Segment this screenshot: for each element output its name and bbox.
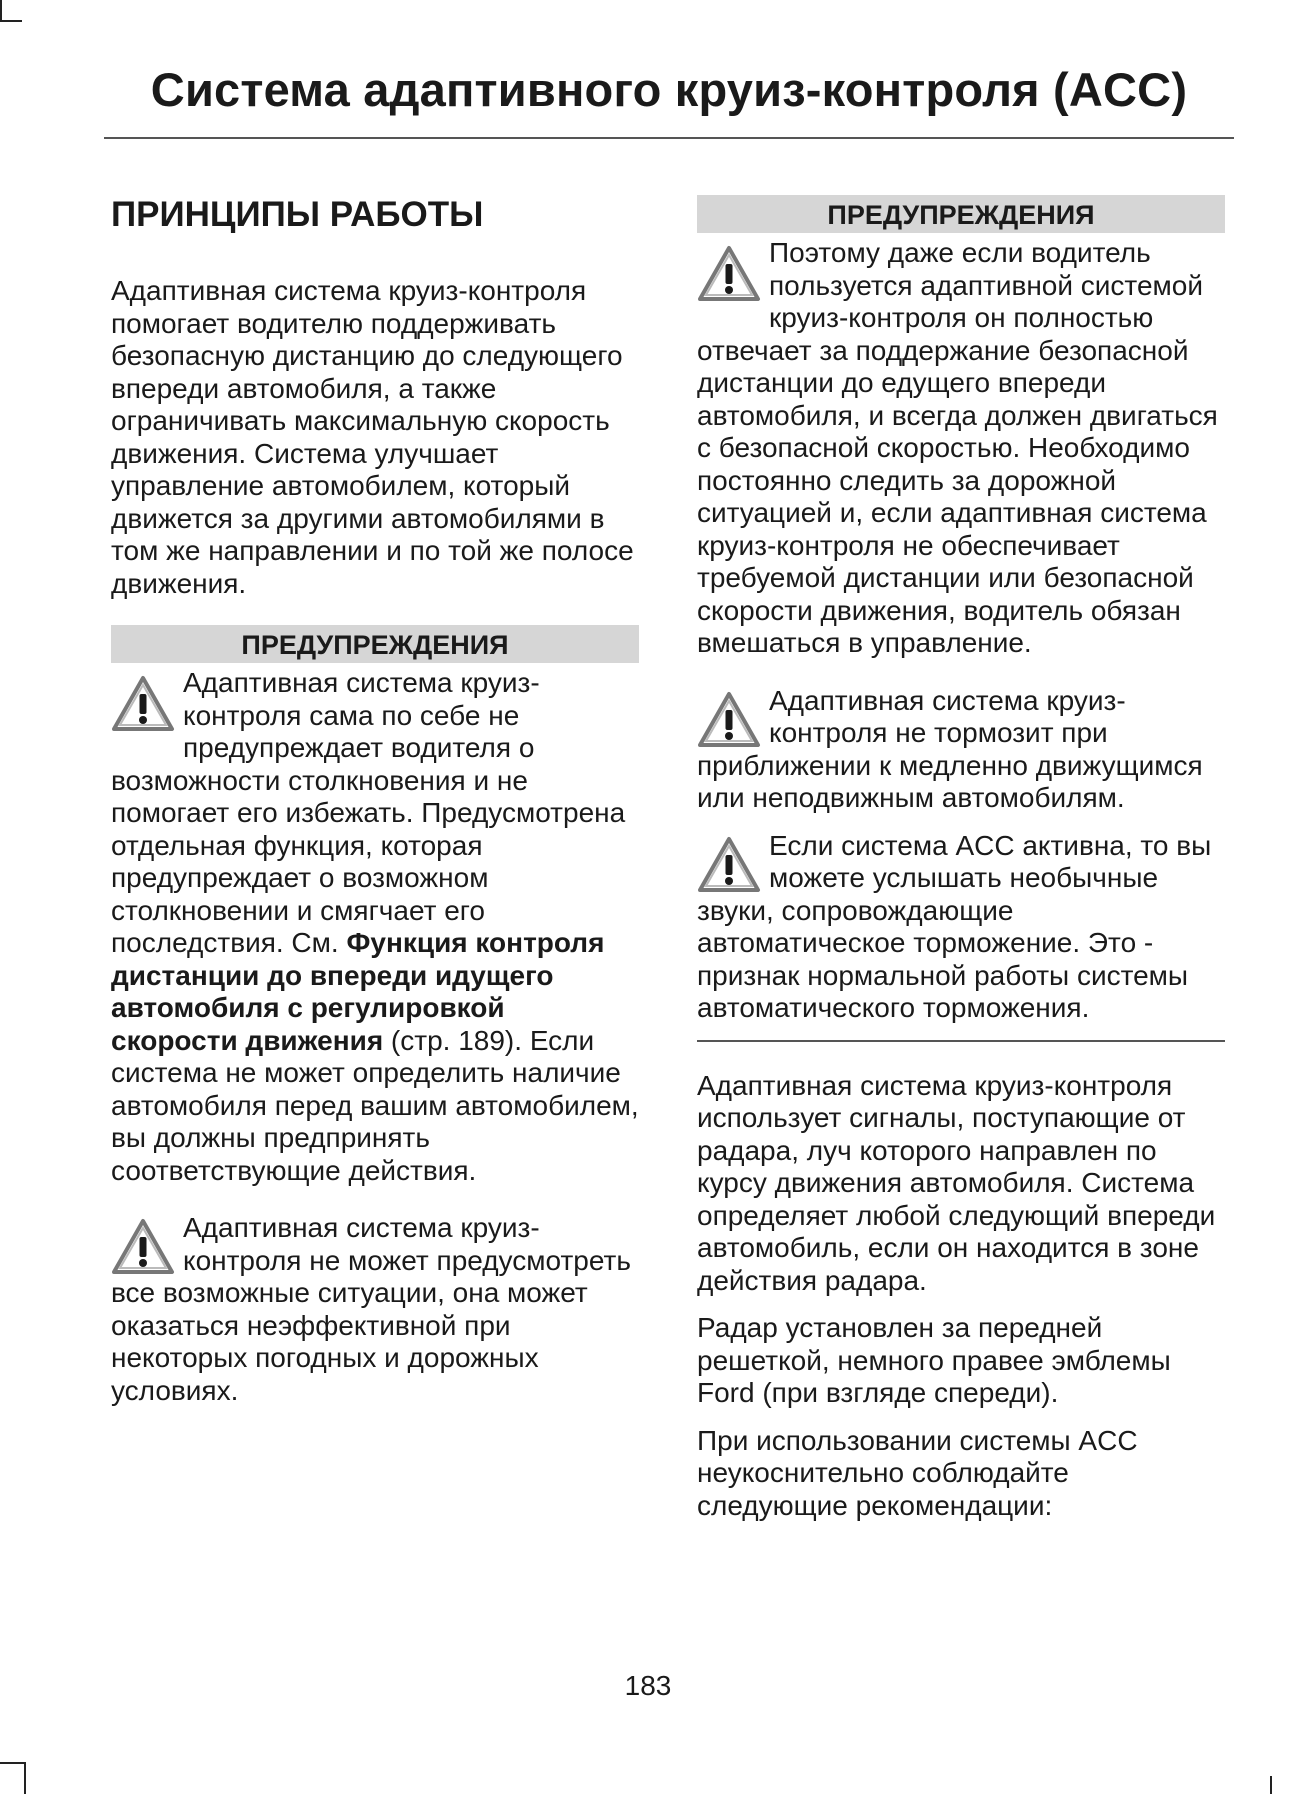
warning-text: Если система ACC активна, то вы можете услышать необычные звуки, сопровождающие автоматическое торможение. Это - признак нормальной работы системы автоматического торможения.: [697, 829, 1212, 1023]
left-column: [111, 195, 639, 1422]
warning-triangle-icon: [111, 1218, 175, 1276]
warning-block: [111, 1212, 639, 1407]
warning-triangle-icon: [111, 675, 175, 733]
crop-mark-bottom-left-vertical: [24, 1762, 26, 1794]
body-paragraph: Адаптивная система круиз-контроля использует сигналы, поступающие от радара, луч которого направлен по курсу движения автомобиля. Система определяет любой следующий впереди автомобиль, если он находится в зоне действия радара.: [697, 1069, 1216, 1296]
warning-text: Адаптивная система круиз-контроля не тормозит при приближении к медленно движущимся или неподвижным автомобилям.: [697, 684, 1203, 813]
warning-text: Адаптивная система круиз-контроля не может предусмотреть все возможные ситуации, она может оказаться неэффективной при некоторых погодных и дорожных условиях.: [111, 1212, 631, 1406]
cross-reference-link[interactable]: Функция контроля дистанции до впереди идущего автомобиля с регулировкой скорости движения: [111, 927, 605, 1056]
intro-paragraph: Адаптивная система круиз-контроля помогает водителю поддерживать безопасную дистанцию до следующего впереди автомобиля, а также ограничивать максимальную скорость движения. Система улучшает управление автомобилем, который движется за другими автомобилями в том же направлении и по той же полосе движения.: [111, 275, 634, 599]
title-divider: [104, 137, 1234, 139]
warning-block: [111, 667, 639, 1187]
body-paragraph: Радар установлен за передней решеткой, немного правее эмблемы Ford (при взгляде спереди).: [697, 1312, 1171, 1408]
page-title: Система адаптивного круиз-контроля (ACC): [150, 63, 1188, 116]
warnings-band: ПРЕДУПРЕЖДЕНИЯ: [697, 195, 1225, 233]
warning-block: [697, 830, 1225, 1025]
warning-text: Поэтому даже если водитель пользуется адаптивной системой круиз-контроля он полностью отвечает за поддержание безопасной дистанции до едущего впереди автомобиля, и всегда должен двигаться с безопасной скоростью. Необходимо постоянно следить за дорожной ситуацией и, если адаптивная система круиз-контроля не обеспечивает требуемой дистанции или безопасной скорости движения, водитель обязан вмешаться в управление.: [697, 237, 1218, 658]
warnings-end-divider: [697, 1040, 1225, 1042]
crop-mark-bottom-right: [1270, 1776, 1272, 1794]
warning-text-continued: (стр. 189). Если система не может определить наличие автомобиля перед вашим автомобилем, вы должны предпринять соответствующие действия.: [111, 1024, 639, 1186]
warning-triangle-icon: [697, 836, 761, 894]
warnings-band: ПРЕДУПРЕЖДЕНИЯ: [111, 625, 639, 663]
crop-mark-top-left-vertical: [0, 0, 2, 22]
crop-mark-top-left-horizontal: [0, 20, 22, 22]
crop-mark-bottom-left-horizontal: [0, 1762, 26, 1764]
warning-block: [697, 685, 1225, 815]
section-heading: ПРИНЦИПЫ РАБОТЫ: [111, 195, 484, 234]
right-column: [697, 195, 1225, 1537]
warning-triangle-icon: [697, 691, 761, 749]
warning-block: [697, 237, 1225, 660]
warning-text: Адаптивная система круиз-контроля сама по себе не предупреждает водителя о возможности столкновения и не помогает его избежать. Предусмотрена отдельная функция, которая предупреждает о возможном столкновении и смягчает его последствия. См.: [111, 667, 626, 958]
body-paragraph: При использовании системы ACC неукоснительно соблюдайте следующие рекомендации:: [697, 1424, 1138, 1521]
warning-triangle-icon: [697, 245, 761, 303]
page-number: 183: [624, 1670, 672, 1701]
